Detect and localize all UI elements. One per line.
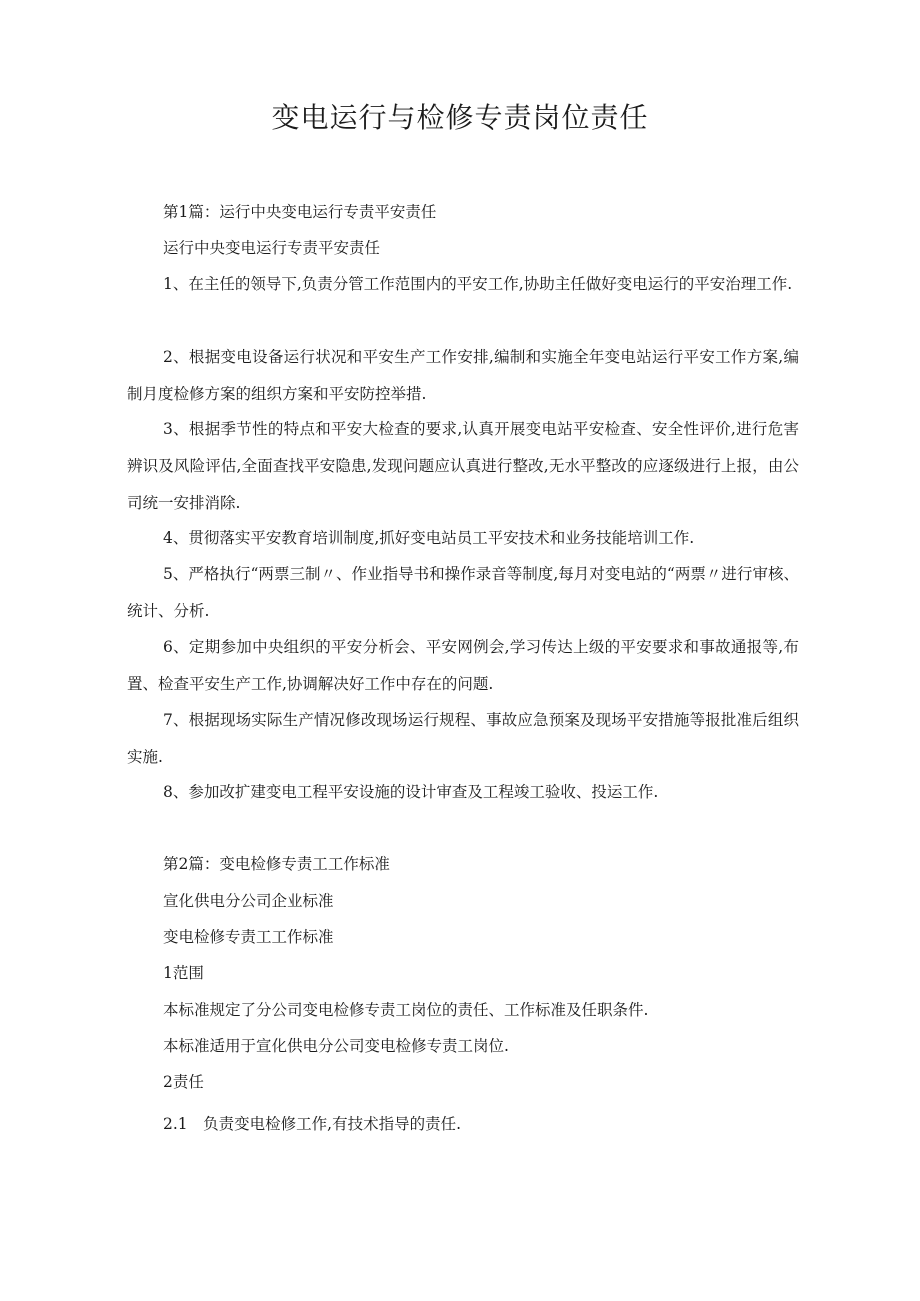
part1-item-7: 7、根据现场实际生产情况修改现场运行规程、事故应急预案及现场平安措施等报批准后组织实施. bbox=[127, 711, 799, 766]
part1-heading: 第1篇：运行中央变电运行专责平安责任 bbox=[163, 203, 437, 221]
document-title: 变电运行与检修专责岗位责任 bbox=[271, 101, 649, 134]
section-1-heading: 1范围 bbox=[163, 964, 204, 982]
section-2-heading: 2责任 bbox=[163, 1073, 204, 1091]
part2-line-2: 变电检修专责工工作标准 bbox=[163, 928, 334, 946]
part2-line-1: 宣化供电分公司企业标准 bbox=[163, 892, 334, 910]
item-2-1: 2.1 负责变电检修工作,有技术指导的责任. bbox=[163, 1115, 462, 1133]
scope-line-1: 本标准规定了分公司变电检修专责工岗位的责任、工作标准及任职条件. bbox=[163, 1001, 649, 1019]
part2-heading: 第2篇：变电检修专责工工作标准 bbox=[163, 855, 390, 873]
part1-item-6: 6、定期参加中央组织的平安分析会、平安网例会,学习传达上级的平安要求和事故通报等,布置、检查平安生产工作,协调解决好工作中存在的问题. bbox=[127, 638, 799, 693]
part1-item-3: 3、根据季节性的特点和平安大检查的要求,认真开展变电站平安检查、安全性评价,进行危害辨识及风险评估,全面查找平安隐患,发现问题应认真进行整改,无水平整改的应逐级进行上报，由公司统一安排消除. bbox=[127, 420, 799, 512]
part1-item-5: 5、严格执行“两票三制〃、作业指导书和操作录音等制度,每月对变电站的“两票〃进行审核、统计、分析. bbox=[127, 565, 799, 620]
part1-subheading: 运行中央变电运行专责平安责任 bbox=[163, 239, 381, 257]
part1-item-2: 2、根据变电设备运行状况和平安生产工作安排,编制和实施全年变电站运行平安工作方案,编制月度检修方案的组织方案和平安防控举措. bbox=[127, 348, 799, 403]
part1-item-8: 8、参加改扩建变电工程平安设施的设计审查及工程竣工验收、投运工作. bbox=[163, 783, 659, 801]
scope-line-2: 本标准适用于宣化供电分公司变电检修专责工岗位. bbox=[163, 1037, 509, 1055]
part1-item-1: 1、在主任的领导下,负责分管工作范围内的平安工作,协助主任做好变电运行的平安治理工作. bbox=[163, 275, 793, 293]
part1-item-4: 4、贯彻落实平安教育培训制度,抓好变电站员工平安技术和业务技能培训工作. bbox=[163, 529, 695, 547]
